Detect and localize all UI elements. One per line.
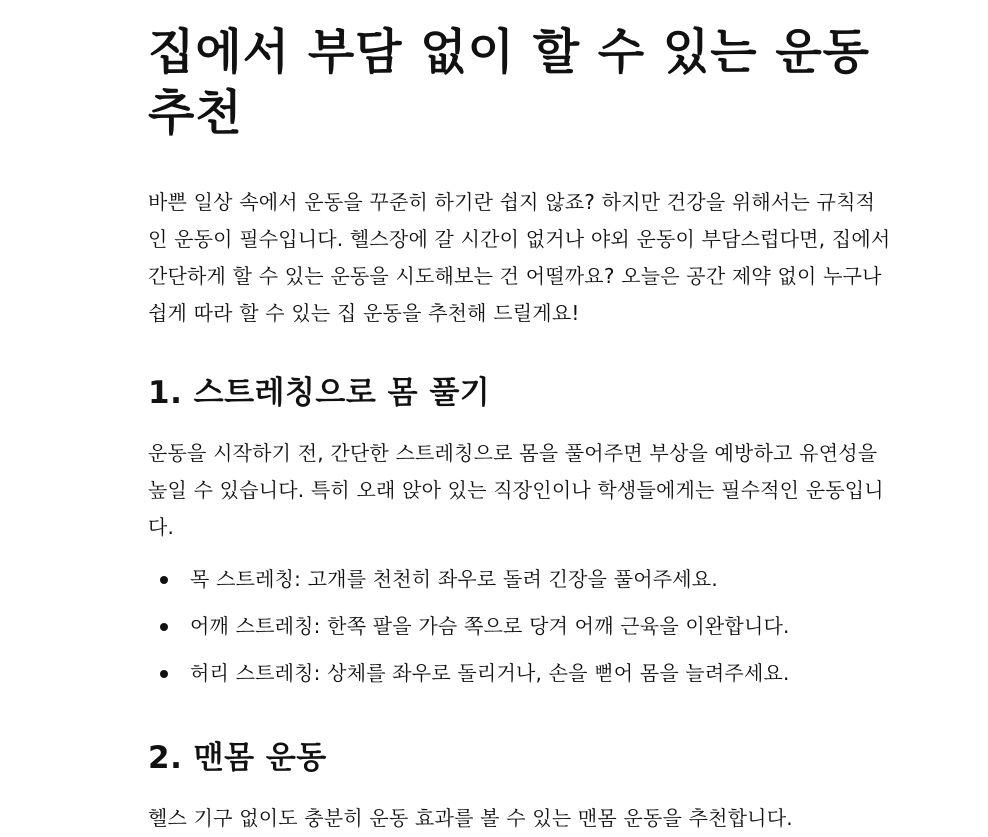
bullet-dot-icon: [160, 670, 168, 678]
list-item-text: 허리 스트레칭: 상체를 좌우로 돌리거나, 손을 뻗어 몸을 늘려주세요.: [190, 661, 790, 685]
stretching-list: [148, 556, 892, 697]
section-heading: 1. 스트레칭으로 몸 풀기: [148, 375, 491, 411]
list-item: [148, 556, 892, 603]
list-item: [148, 650, 892, 697]
bullet-dot-icon: [160, 623, 168, 631]
list-item-text: 어깨 스트레칭: 한쪽 팔을 가슴 쪽으로 당겨 어깨 근육을 이완합니다.: [190, 614, 790, 638]
section-paragraph: 헬스 기구 없이도 충분히 운동 효과를 볼 수 있는 맨몸 운동을 추천합니다.: [148, 806, 793, 830]
section-stretching: [148, 374, 892, 697]
section-paragraph: 운동을 시작하기 전, 간단한 스트레칭으로 몸을 풀어주면 부상을 예방하고 유연성을 높일 수 있습니다. 특히 오래 앉아 있는 직장인이나 학생들에게는 필수적인 운동입니다.: [148, 441, 884, 539]
article: [148, 0, 892, 837]
section-heading: 2. 맨몸 운동: [148, 740, 327, 776]
bullet-dot-icon: [160, 576, 168, 584]
list-item: [148, 603, 892, 650]
section-bodyweight: [148, 739, 892, 837]
article-title: 집에서 부담 없이 할 수 있는 운동 추천: [148, 24, 871, 141]
list-item-text: 목 스트레칭: 고개를 천천히 좌우로 돌려 긴장을 풀어주세요.: [190, 567, 718, 591]
intro-paragraph: 바쁜 일상 속에서 운동을 꾸준히 하기란 쉽지 않죠? 하지만 건강을 위해서는 규칙적인 운동이 필수입니다. 헬스장에 갈 시간이 없거나 야외 운동이 부담스럽다면, 집에서 간단하게 할 수 있는 운동을 시도해보는 건 어떨까요? 오늘은 공간 제약 없이 누구나 쉽게 따라 할 수 있는 집 운동을 추천해 드릴게요!: [148, 190, 891, 325]
